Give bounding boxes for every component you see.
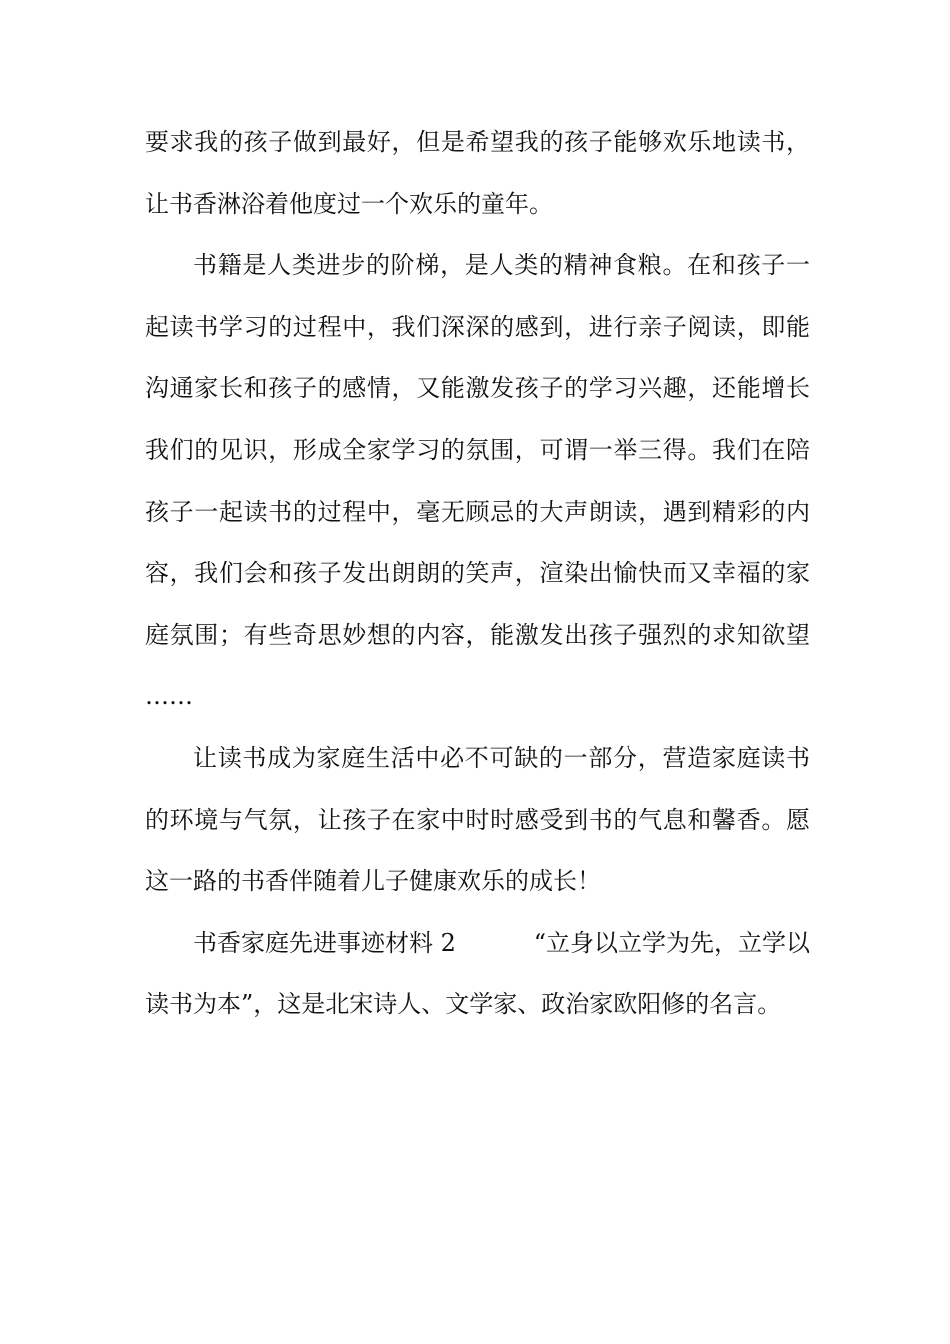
text-line: 庭氛围；有些奇思妙想的内容，能激发出孩子强烈的求知欲望 (145, 620, 810, 649)
text-line: 沟通家长和孩子的感情，又能激发孩子的学习兴趣，还能增长 (145, 374, 810, 403)
document-body (145, 128, 810, 1052)
text-line: 的环境与气氛，让孩子在家中时时感受到书的气息和馨香。愿 (145, 805, 810, 834)
text-line: 起读书学习的过程中，我们深深的感到，进行亲子阅读，即能 (145, 312, 810, 341)
text-line: 让书香淋浴着他度过一个欢乐的童年。 (145, 189, 553, 218)
text-line: …… (145, 682, 193, 711)
quote-start: “立身以立学为先，立学以 (533, 928, 810, 957)
text-line: 让读书成为家庭生活中必不可缺的一部分，营造家庭读书 (193, 743, 810, 772)
text-line: 要求我的孩子做到最好，但是希望我的孩子能够欢乐地读书， (145, 128, 810, 156)
text-line: 书籍是人类进步的阶梯，是人类的精神食粮。在和孩子一 (193, 251, 810, 280)
text-line: 这一路的书香伴随着儿子健康欢乐的成长！ (145, 867, 601, 896)
material-heading-line (145, 929, 810, 991)
text-line: 我们的见识，形成全家学习的氛围，可谓一举三得。我们在陪 (145, 435, 810, 464)
material-heading: 书香家庭先进事迹材料 2 (193, 928, 456, 957)
text-line: 容，我们会和孩子发出朗朗的笑声，渲染出愉快而又幸福的家 (145, 559, 810, 588)
text-line: 读书为本”，这是北宋诗人、文学家、政治家欧阳修的名言。 (145, 990, 782, 1019)
text-line: 孩子一起读书的过程中，毫无顾忌的大声朗读，遇到精彩的内 (145, 497, 810, 526)
